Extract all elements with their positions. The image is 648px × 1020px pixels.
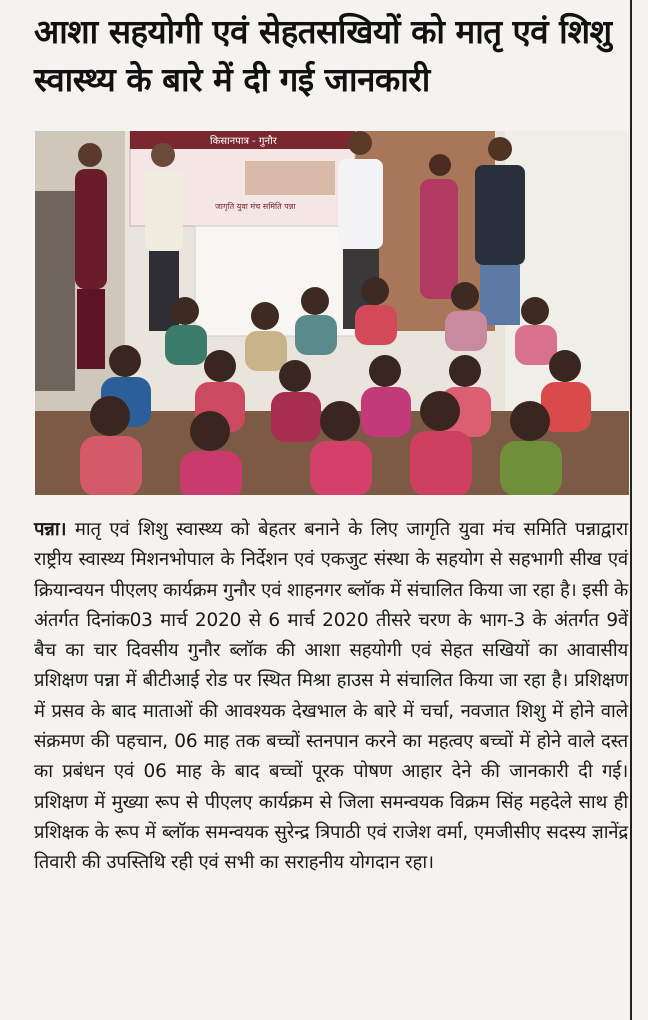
banner-title: किसानपात्र - गुनौर [210, 136, 277, 147]
standing-woman-left [75, 143, 107, 369]
dateline: पन्ना। [34, 519, 67, 540]
standing-man-3 [475, 137, 525, 325]
banner-subtitle: जागृति युवा मंच समिति पन्ना [215, 202, 296, 211]
headline: आशा सहयोगी एवं सेहतसखियों को मातृ एवं शिशु स्वास्थ्य के बारे में दी गई जानकारी [34, 12, 612, 99]
article-body-text: मातृ एवं शिशु स्वास्थ्य को बेहतर बनाने के लिए जागृति युवा मंच समिति पन्नाद्वारा राष्ट्रीय स्वास्थ्य मिशनभोपाल के निर्देशन एवं एकजुट संस्था के सहयोग से सहभागी सीख एवं क्रियान्वयन पीएलए कार्यक्रम गुनौर एवं शाहनगर ब्लॉक में संचालित किया जा रहा है। इसी के अंतर्गत दिनांक03 मार्च 2020 से 6 मार्च 2020 तीसरे चरण के भाग-3 के अंतर्गत 9वें बैच का चार दिवसीय गुनौर ब्लॉक की आशा सहयोगी एवं सेहत सखियों का आवासीय प्रशिक्षण पन्ना में बीटीआई रोड पर स्थित मिश्रा हाउस मे संचालित किया जा रहा है। प्रशिक्षण में प्रसव के बाद माताओं की आवश्यक देखभाल के बारे में चर्चा, नवजात शिशु में होने वाले संक्रमण की पहचान, 06 माह तक बच्चों स्तनपान करने का महत्वए बच्चों में होने वाले दस्त का प्रबंधन एवं 06 माह के बाद बच्चों पूरक पोषण आहार देने की जानकारी दी गई। प्रशिक्षण में मुख्या रूप से पीएलए कार्यक्रम से जिला समन्वयक विक्रम सिंह महदेले साथ ही प्रशिक्षक के रूप में ब्लॉक समन्वयक सुरेन्द्र त्रिपाठी एवं राजेश वर्मा, एमजीसीए सदस्य ज्ञानेंद्र तिवारी की उपस्तिथि रही एवं सभी का सराहनीय योगदान रहा। [34, 519, 628, 874]
article-body [34, 515, 628, 879]
news-photo [35, 131, 629, 495]
